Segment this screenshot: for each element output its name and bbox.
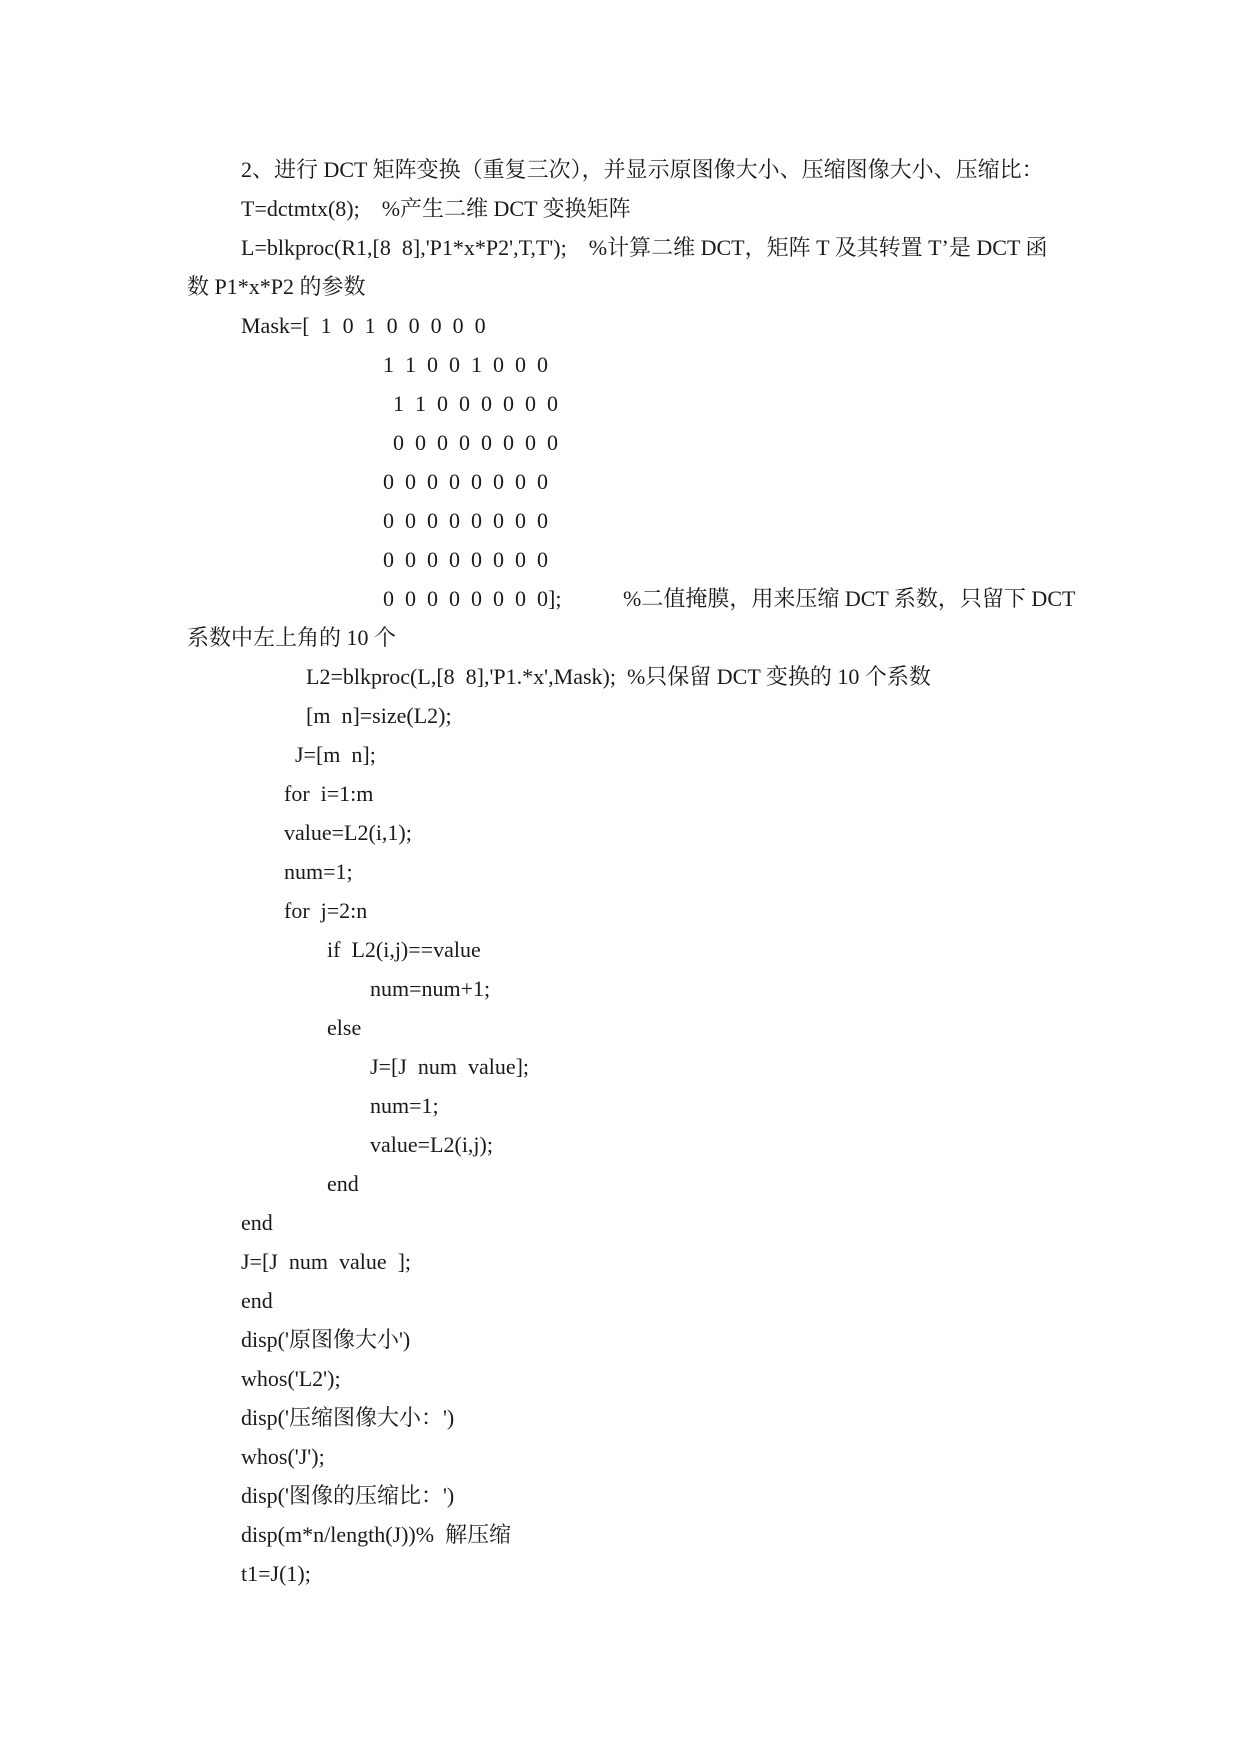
code-line: num=1; [370,1093,439,1118]
code-line: Mask=[ 1 0 1 0 0 0 0 0 [241,313,486,338]
mask-row: 0 0 0 0 0 0 0 0]; [383,586,562,611]
code-line: disp('图像的压缩比：') [241,1483,455,1508]
code-line: 数 P1*x*P2 的参数 [187,274,366,299]
code-line: t1=J(1); [241,1561,311,1586]
mask-row: 1 1 0 0 0 0 0 0 [393,391,558,416]
code-line: L2=blkproc(L,[8 8],'P1.*x',Mask); %只保留 DCT 变换的 10 个系数 [306,664,931,689]
code-line: J=[m n]; [295,742,376,767]
code-line: end [327,1171,359,1196]
code-comment: %二值掩膜，用来压缩 DCT 系数，只留下 DCT [623,586,1076,611]
code-line: disp('压缩图像大小：') [241,1405,455,1430]
code-line: for j=2:n [284,898,368,923]
code-line: num=1; [284,859,353,884]
code-line: J=[J num value]; [370,1054,530,1079]
mask-row: 1 1 0 0 1 0 0 0 [383,352,548,377]
mask-row: 0 0 0 0 0 0 0 0 [383,547,548,572]
mask-row: 0 0 0 0 0 0 0 0 [383,508,548,533]
code-line: 系数中左上角的 10 个 [187,625,397,650]
code-line: J=[J num value ]; [241,1249,412,1274]
code-line: L=blkproc(R1,[8 8],'P1*x*P2',T,T'); %计算二维 DCT，矩阵 T 及其转置 T’是 DCT 函 [241,235,1048,260]
mask-row: 0 0 0 0 0 0 0 0 [383,469,548,494]
code-line: T=dctmtx(8); %产生二维 DCT 变换矩阵 [241,196,631,221]
code-line: value=L2(i,j); [370,1132,493,1157]
code-line: for i=1:m [284,781,374,806]
code-line: disp('原图像大小') [241,1327,411,1352]
code-line: num=num+1; [370,976,491,1001]
code-line: disp(m*n/length(J))% 解压缩 [241,1522,512,1547]
code-line: [m n]=size(L2); [306,703,452,728]
code-line: end [241,1288,273,1313]
section-heading: 2、进行 DCT 矩阵变换（重复三次），并显示原图像大小、压缩图像大小、压缩比： [241,157,1044,182]
code-line: end [241,1210,273,1235]
code-line: if L2(i,j)==value [327,937,481,962]
code-line: whos('L2'); [241,1366,341,1391]
code-line: else [327,1015,362,1040]
code-line: value=L2(i,1); [284,820,412,845]
mask-row: 0 0 0 0 0 0 0 0 [393,430,558,455]
code-line: whos('J'); [241,1444,325,1469]
